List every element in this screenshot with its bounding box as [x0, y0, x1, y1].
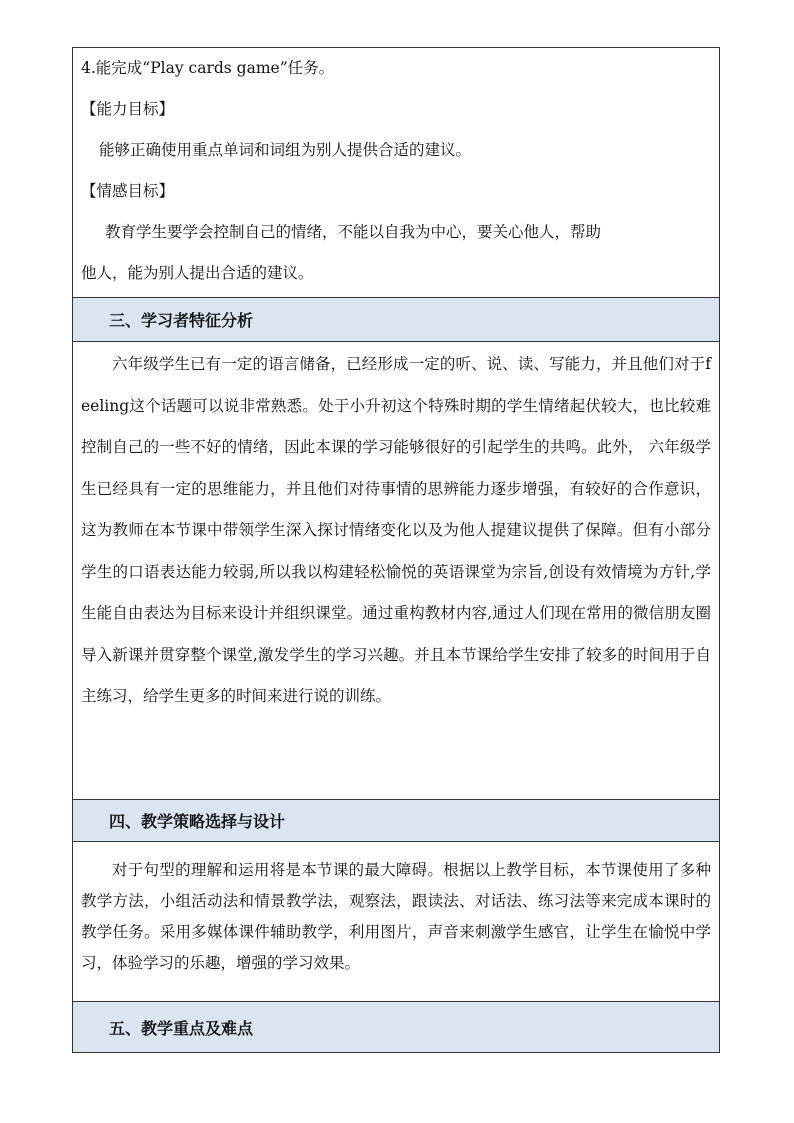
section-3-paragraph: 六年级学生已有一定的语言储备，已经形成一定的听、说、读、写能力，并且他们对于feeling这个话题可以说非常熟悉。处于小升初这个特殊时期的学生情绪起伏较大，也比较难控制自己的一些不好的情绪，因此本课的学习能够很好的引起学生的共鸣。此外， 六年级学生已经具有一定的思维能力，并且他们对待事情的思辨能力逐步增强，有较好的合作意识，这为教师在本节课中带领学生深入探讨情绪变化以及为他人提建议提供了保障。但有小部分学生的口语表达能力较弱,所以我以构建轻松愉悦的英语课堂为宗旨,创设有效情境为方针,学生能自由表达为目标来设计并组织课堂。通过重构教材内容,通过人们现在常用的微信朋友圈导入新课并贯穿整个课堂,激发学生的学习兴趣。并且本节课给学生安排了较多的时间用于自主练习，给学生更多的时间来进行说的训练。 [81, 355, 711, 705]
lesson-plan-table [72, 47, 720, 1053]
section-5-title: 五、教学重点及难点 [109, 1018, 254, 1038]
emotion-heading: 【情感目标】 [81, 182, 175, 200]
emotion-text-line2: 他人，能为别人提出合适的建议。 [81, 264, 314, 282]
section-4-title: 四、教学策略选择与设计 [109, 812, 286, 831]
section-3-header [73, 298, 719, 342]
section-4-body [73, 842, 719, 1002]
ability-heading: 【能力目标】 [81, 100, 175, 118]
emotion-text-line1: 教育学生要学会控制自己的情绪，不能以自我为中心，要关心他人，帮助 [105, 223, 602, 241]
section-5-header [73, 1002, 719, 1052]
objective-item-4: 4.能完成“Play cards game”任务。 [81, 59, 335, 77]
section-3-title: 三、学习者特征分析 [109, 311, 254, 330]
section-3-body [73, 342, 719, 800]
ability-text: 能够正确使用重点单词和词组为别人提供合适的建议。 [99, 141, 472, 159]
objectives-cell [73, 48, 719, 298]
section-4-paragraph: 对于句型的理解和运用将是本节课的最大障碍。根据以上教学目标，本节课使用了多种教学方法，小组活动法和情景教学法，观察法，跟读法、对话法、练习法等来完成本课时的教学任务。采用多媒体课件辅助教学，利用图片，声音来刺激学生感官，让学生在愉悦中学习，体验学习的乐趣，增强的学习效果。 [81, 861, 711, 972]
section-4-header [73, 800, 719, 842]
